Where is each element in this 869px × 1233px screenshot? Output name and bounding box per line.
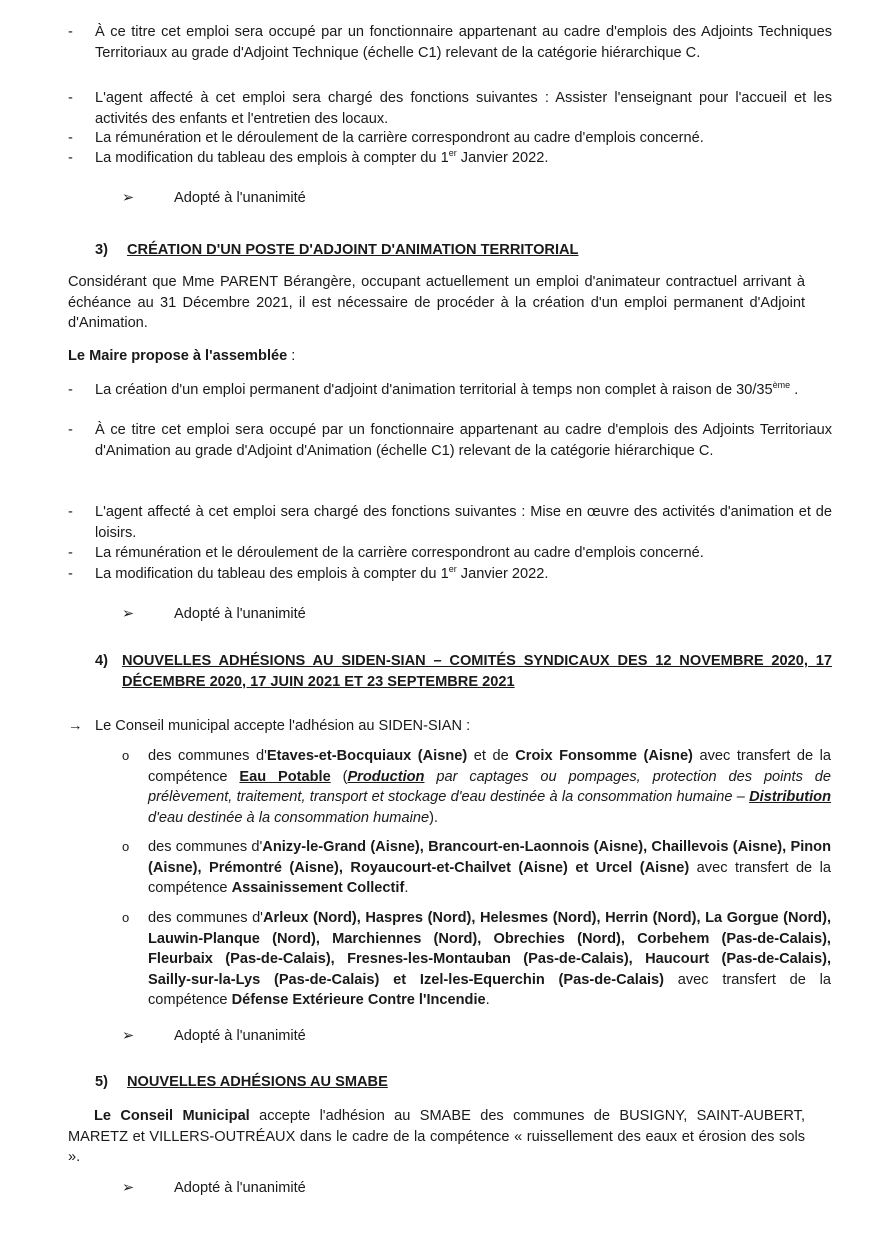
list-item: o des communes d'Arleux (Nord), Haspres (Nord), Helesmes (Nord), Herrin (Nord), La Gorgue (Nord), Lauwin-Planque (Nord), Marchiennes (Nord), Obrechies (Nord), Corbehem (Pas-de-Calais), Fleurbaix (Pas-de-Calais), Fresnes-les-Montauban (Pas-de-Calais), Haucourt (Pas-de-Calais), Sailly-sur-la-Lys (Pas-de-Calais) et Izel-les-Equerchin (Pas-de-Calais) avec transfert de la compétence Défense Extérieure Contre l'Incendie.: [122, 910, 831, 1008]
list-item: - La création d'un emploi permanent d'adjoint d'animation territorial à temps non complet à raison de 30/35ème .: [68, 380, 832, 401]
arrowhead-icon: ➢: [122, 606, 135, 622]
list-item: - L'agent affecté à cet emploi sera chargé des fonctions suivantes : Assister l'enseignant pour l'accueil et les activités des enfants et l'entretien des locaux.: [68, 88, 832, 129]
section-heading: 4) NOUVELLES ADHÉSIONS AU SIDEN-SIAN – COMITÉS SYNDICAUX DES 12 NOVEMBRE 2020, 17 DÉCEMBRE 2020, 17 JUIN 2021 ET 23 SEPTEMBRE 2021: [95, 653, 832, 690]
circle-bullet-icon: o: [122, 910, 130, 925]
circle-bullet-icon: o: [122, 839, 130, 854]
list-item: o des communes d'Etaves-et-Bocquiaux (Aisne) et de Croix Fonsomme (Aisne) avec transfert de la compétence Eau Potable (Production par captages ou pompages, protection des points de prélèvement, traitement, transport et stockage d'eau destinée à la consommation humaine – Distribution d'eau destinée à la consommation humaine).: [122, 748, 832, 826]
list-item: o des communes d'Anizy-le-Grand (Aisne), Brancourt-en-Laonnois (Aisne), Chaillevois (Aisne), Pinon (Aisne), Prémontré (Aisne), Royaucourt-et-Chailvet (Aisne) et Urcel (Aisne) avec transfert de la compétence Assainissement Collectif.: [122, 839, 831, 896]
list-item: - La modification du tableau des emplois à compter du 1er Janvier 2022.: [68, 148, 832, 169]
adopted-note: ➢ Adopté à l'unanimité: [122, 604, 306, 625]
list-item: - À ce titre cet emploi sera occupé par un fonctionnaire appartenant au cadre d'emplois des Adjoints Territoriaux d'Animation au grade d'Adjoint d'Animation (échelle C1) relevant de la catégorie hiérarchique C.: [68, 420, 832, 461]
adopted-note: ➢ Adopté à l'unanimité: [122, 1178, 306, 1199]
paragraph: Le Maire propose à l'assemblée :: [68, 348, 296, 364]
circle-bullet-icon: o: [122, 748, 130, 763]
list-item: - La rémunération et le déroulement de la carrière correspondront au cadre d'emplois concerné.: [68, 543, 832, 564]
section-heading: 3) CRÉATION D'UN POSTE D'ADJOINT D'ANIMATION TERRITORIAL: [95, 242, 579, 258]
paragraph: Le Conseil Municipal accepte l'adhésion au SMABE des communes de BUSIGNY, SAINT-AUBERT, MARETZ et VILLERS-OUTRÉAUX dans le cadre de la compétence « ruissellement des eaux et érosion des sols ».: [68, 1108, 805, 1165]
paragraph: Considérant que Mme PARENT Bérangère, occupant actuellement un emploi d'animateur contractuel arrivant à échéance au 31 Décembre 2021, il est nécessaire de procéder à la création d'un emploi permanent d'Adjoint d'Animation.: [68, 274, 805, 331]
arrowhead-icon: ➢: [122, 1180, 135, 1196]
right-arrow-icon: →: [68, 718, 83, 734]
list-item: - L'agent affecté à cet emploi sera chargé des fonctions suivantes : Mise en œuvre des activités d'animation et de loisirs.: [68, 502, 832, 543]
section-heading: 5) NOUVELLES ADHÉSIONS AU SMABE: [95, 1074, 388, 1090]
list-item: - La rémunération et le déroulement de la carrière correspondront au cadre d'emplois concerné.: [68, 128, 832, 149]
adopted-note: ➢ Adopté à l'unanimité: [122, 188, 306, 209]
arrowhead-icon: ➢: [122, 190, 135, 206]
paragraph: → Le Conseil municipal accepte l'adhésion au SIDEN-SIAN :: [68, 716, 805, 737]
arrowhead-icon: ➢: [122, 1028, 135, 1044]
list-item: - La modification du tableau des emplois à compter du 1er Janvier 2022.: [68, 564, 832, 585]
adopted-note: ➢ Adopté à l'unanimité: [122, 1026, 306, 1047]
list-item: - À ce titre cet emploi sera occupé par un fonctionnaire appartenant au cadre d'emplois des Adjoints Techniques Territoriaux au grade d'Adjoint Technique (échelle C1) relevant de la catégorie hiérarchique C.: [68, 22, 832, 63]
